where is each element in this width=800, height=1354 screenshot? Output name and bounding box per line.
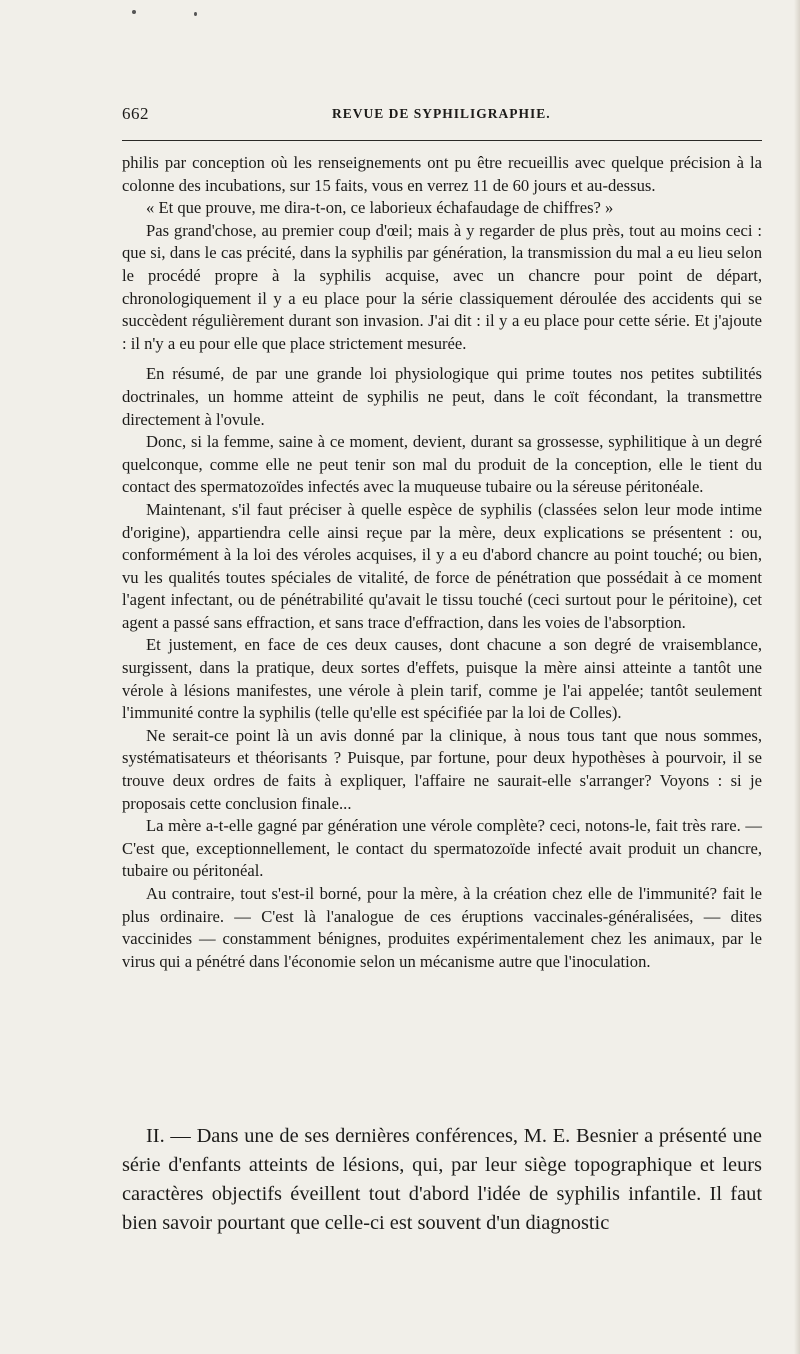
paragraph: En résumé, de par une grande loi physiologique qui prime toutes nos petites subtilités doctrinales, un homme atteint de syphilis ne peut, dans le coït fécondant, la transmettre directement à l'ovule. bbox=[122, 364, 762, 429]
page-number: 662 bbox=[122, 104, 149, 123]
paragraph: Et justement, en face de ces deux causes, dont chacune a son degré de vraisemblance, surgissent, dans la pratique, deux sortes d'effets, puisque la mère ainsi atteinte a tantôt une vérole à lésions manifestes, une vérole à plein tarif, comme je l'ai appelée; tantôt seulement l'immunité contre la syphilis (telle qu'elle est spécifiée par la loi de Colles). bbox=[122, 635, 762, 723]
paragraph: Donc, si la femme, saine à ce moment, devient, durant sa grossesse, syphilitique à un degré quelconque, comme elle ne peut tenir son mal du produit de la conception, elle le tient du contact des spermatozoïdes infectés avec la muqueuse tubaire ou la séreuse péritonéale. bbox=[122, 432, 762, 497]
ink-speck bbox=[132, 10, 136, 14]
header-rule bbox=[122, 140, 762, 141]
ink-speck bbox=[194, 12, 197, 16]
body-text bbox=[122, 152, 762, 973]
section-two bbox=[122, 1122, 762, 1238]
paragraph: Pas grand'chose, au premier coup d'œil; mais à y regarder de plus près, tout au moins ceci : que si, dans le cas précité, dans la syphilis par génération, la transmission du mal a eu lieu selon le procédé propre à la syphilis acquise, avec un chancre pour point de départ, chronologiquement il y a eu place pour la série classiquement déroulée des accidents qui se succèdent régulièrement durant son invasion. J'ai dit : il y a eu place pour cette série. Et j'ajoute : il n'y a eu pour elle que place strictement mesurée. bbox=[122, 220, 762, 353]
running-head: REVUE DE SYPHILIGRAPHIE. bbox=[332, 106, 551, 121]
page-edge-shadow bbox=[794, 0, 800, 1354]
paragraph: « Et que prouve, me dira-t-on, ce laborieux échafaudage de chiffres? » bbox=[146, 198, 614, 218]
paragraph: Ne serait-ce point là un avis donné par la clinique, à nous tous tant que nous sommes, systématisateurs et théorisants ? Puisque, par fortune, pour deux hypothèses à pourvoir, il se trouve deux ordres de faits à expliquer, l'affaire ne saurait-elle s'arranger? Voyons : si je proposais cette conclusion finale... bbox=[122, 725, 762, 813]
paragraph: Maintenant, s'il faut préciser à quelle espèce de syphilis (classées selon leur mode intime d'origine), appartiendra celle ainsi reçue par la mère, deux explications se présentent : ou, conformément à la loi des véroles acquises, il y a eu d'abord chancre au point touché; ou bien, vu les qualités toutes spéciales de vitalité, de force de pénétration que possédait à ce moment l'agent infectant, ou de pénétrabilité qu'avait le tissu touché (ceci surtout pour le péritoine), cet agent a passé sans effraction, et sans trace d'effraction, dans les voies de l'absorption. bbox=[122, 499, 762, 632]
paragraph: philis par conception où les renseignements ont pu être recueillis avec quelque précision à la colonne des incubations, sur 15 faits, vous en verrez 11 de 60 jours et au-dessus. bbox=[122, 153, 762, 195]
paragraph: La mère a-t-elle gagné par génération une vérole complète? ceci, notons-le, fait très rare. — C'est que, exceptionnellement, le contact du spermatozoïde infecté avait produit un chancre, tubaire ou péritonéal. bbox=[122, 816, 762, 881]
page-header bbox=[122, 104, 762, 126]
paragraph: Au contraire, tout s'est-il borné, pour la mère, à la création chez elle de l'immunité? fait le plus ordinaire. — C'est là l'analogue de ces éruptions vaccinales-généralisées, — dites vaccinides — constamment bénignes, produites expérimentalement chez les animaux, par le virus qui a pénétré dans l'économie selon un mécanisme autre que l'inoculation. bbox=[122, 884, 762, 971]
section-two-paragraph: II. — Dans une de ses dernières conférences, M. E. Besnier a présenté une série d'enfants atteints de lésions, qui, par leur siège topographique et leurs caractères objectifs éveillent tout d'abord l'idée de syphilis infantile. Il faut bien savoir pourtant que celle-ci est souvent d'un diagnostic bbox=[122, 1125, 762, 1234]
